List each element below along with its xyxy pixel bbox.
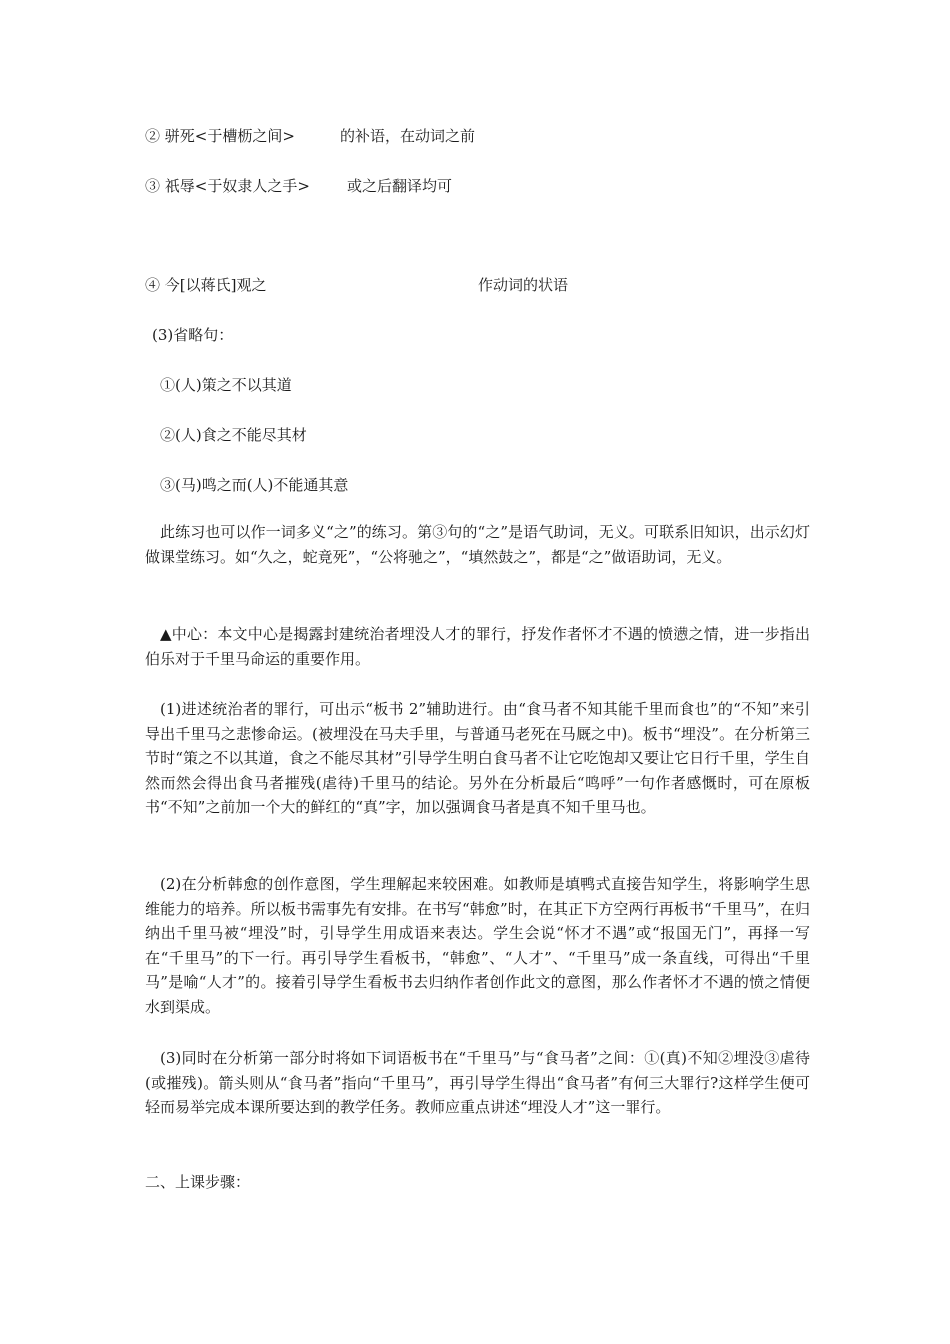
- row-4-left: ④ 今[以蒋氏]观之: [145, 276, 267, 294]
- row-2-left: ② 骈死<于槽枥之间>: [145, 127, 295, 145]
- paragraph-zhi-practice: 此练习也可以作一词多义“之”的练习。第③句的“之”是语气助词，无义。可联系旧知识，出示幻灯做课堂练习。如“久之，蛇竟死”，“公将驰之”，“填然鼓之”，都是“之”做语助词，无义。: [145, 523, 810, 566]
- paragraph-point-1: (1)进述统治者的罪行，可出示“板书 2”辅助进行。由“食马者不知其能千里而食也”的“不知”来引导出千里马之悲惨命运。(被埋没在马夫手里，与普通马老死在马厩之中)。板书“埋没”。在分析第三节时“策之不以其道，食之不能尽其材”引导学生明白食马者不让它吃饱却又要让它日行千里，学生自然而然会得出食马者摧残(虐待)千里马的结论。另外在分析最后“鸣呼”一句作者感慨时，可在原板书“不知”之前加一个大的鲜红的“真”字，加以强调食马者是真不知千里马也。: [145, 700, 810, 816]
- paragraph-point-2: (2)在分析韩愈的创作意图，学生理解起来较困难。如教师是填鸭式直接告知学生，将影响学生思维能力的培养。所以板书需事先有安排。在书写“韩愈”时，在其正下方空两行再板书“千里马”，在归纳出千里马被“埋没”时，引导学生用成语来表达。学生会说“怀才不遇”或“报国无门”，再择一写在“千里马”的下一行。再引导学生看板书，“韩愈”、“人才”、“千里马”成一条直线，可得出“千里马”是喻“人才”的。接着引导学生看板书去归纳作者创作此文的意图，那么作者怀才不遇的愤之情便水到渠成。: [145, 875, 810, 1016]
- paragraph-central-idea: ▲中心：本文中心是揭露封建统治者埋没人才的罪行，抒发作者怀才不遇的愤懑之情，进一步指出伯乐对于千里马命运的重要作用。: [145, 625, 810, 668]
- row-2-right: 的补语，在动词之前: [340, 127, 476, 145]
- section-heading: 二、上课步骤：: [145, 1173, 251, 1191]
- ellipsis-item: ①(人)策之不以其道: [160, 376, 292, 394]
- ellipsis-item: ②(人)食之不能尽其材: [160, 426, 307, 444]
- ellipsis-heading: (3)省略句：: [152, 326, 234, 344]
- row-4-right: 作动词的状语: [478, 276, 569, 294]
- row-3-right: 或之后翻译均可: [347, 177, 453, 195]
- paragraph-point-3: (3)同时在分析第一部分时将如下词语板书在“千里马”与“食马者”之间：①(真)不知②埋没③虐待(或摧残)。箭头则从“食马者”指向“千里马”，再引导学生得出“食马者”有何三大罪行?这样学生便可轻而易举完成本课所要达到的教学任务。教师应重点讲述“埋没人才”这一罪行。: [145, 1049, 810, 1116]
- row-3-left: ③ 祇辱<于奴隶人之手>: [145, 177, 310, 195]
- ellipsis-item: ③(马)鸣之而(人)不能通其意: [160, 476, 349, 494]
